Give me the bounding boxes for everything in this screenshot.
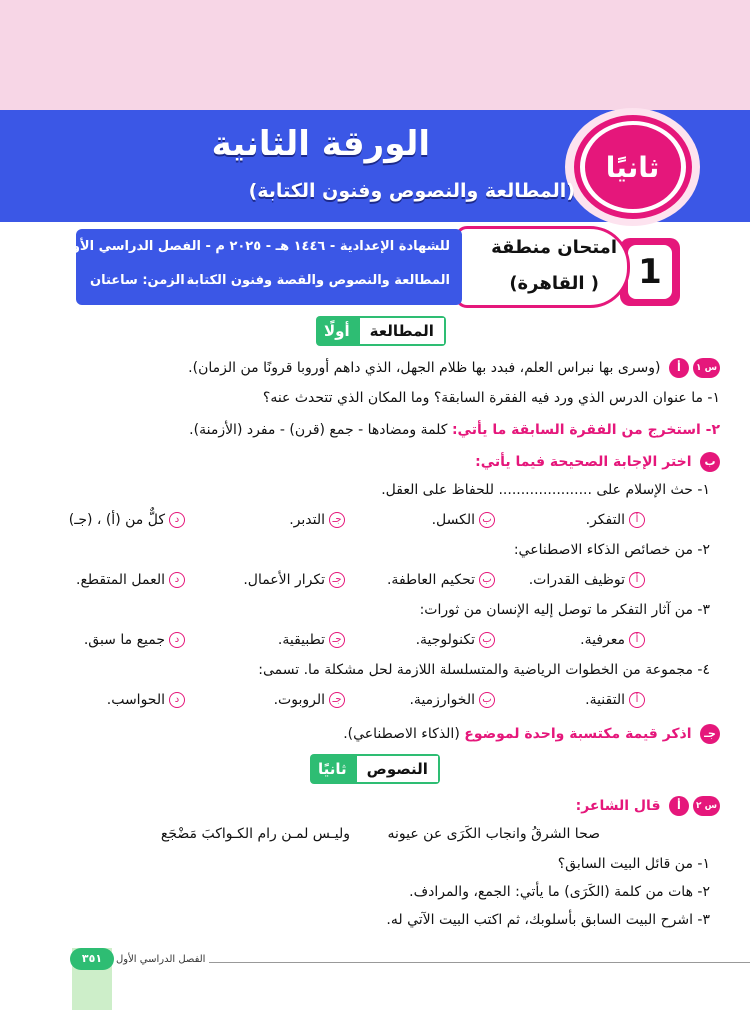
question-tag: س ١ — [693, 358, 720, 378]
section-number: أولًا — [316, 316, 358, 346]
page-number: ٣٥١ — [70, 948, 114, 970]
option-a: أتوظيف القدرات. — [529, 572, 645, 588]
section-heading-texts — [310, 754, 440, 784]
option-b: بتكنولوجية. — [416, 632, 495, 648]
mc4-stem: ٤- مجموعة من الخطوات الرياضية والمتسلسلة اللازمة لحل مشكلة ما. تسمى: — [258, 662, 710, 678]
mc1-options — [25, 512, 645, 538]
q2-sub3: ٣- اشرح البيت السابق بأسلوبك، ثم اكتب البيت الآتي له. — [386, 912, 710, 928]
section-name: النصوص — [355, 754, 440, 784]
mc4-options — [25, 692, 645, 718]
q1-sub2 — [189, 422, 720, 438]
top-band — [0, 0, 750, 110]
question-tag: س ٢ — [693, 796, 720, 816]
part-marker: جـ — [700, 724, 720, 744]
q1-b-heading — [475, 452, 720, 472]
q1-passage-line — [188, 358, 720, 378]
verse-second-half: وليـس لمـن رام الكـواكبَ مَضْجَع — [160, 826, 350, 842]
option-c: جـالروبوت. — [274, 692, 345, 708]
exam-area-name: ( القاهرة) — [509, 273, 599, 294]
option-a: أالتقنية. — [585, 692, 645, 708]
q1-sub1: ١- ما عنوان الدرس الذي ورد فيه الفقرة السابقة؟ وما المكان الذي تتحدث عنه؟ — [262, 390, 720, 406]
exam-info-box — [60, 229, 462, 305]
q1-sub2-rest: كلمة ومضادها - جمع (قرن) - مفرد (الأزمنة). — [189, 422, 452, 438]
mc2-options — [25, 572, 645, 598]
exam-area-title: امتحان منطقة — [491, 237, 617, 258]
section-number: ثانيًا — [310, 754, 355, 784]
exam-info-line2: المطالعة والنصوص والقصة وفنون الكتابة — [186, 273, 450, 288]
exam-info-line1: للشهادة الإعدادية - ١٤٤٦ هـ - ٢٠٢٥ م - الفصل الدراسي الأول — [60, 239, 450, 254]
part-marker: ب — [700, 452, 720, 472]
q1-c-text: اذكر قيمة مكتسبة واحدة لموضوع — [464, 726, 692, 742]
section-name: المطالعة — [358, 316, 446, 346]
exam-number: 1 — [628, 245, 672, 299]
option-c: جـالتدبر. — [289, 512, 345, 528]
footer-rule — [195, 962, 750, 963]
option-d: دالعمل المتقطع. — [76, 572, 185, 588]
mc3-stem: ٣- من آثار التفكر ما توصل إليه الإنسان من ثورات: — [419, 602, 710, 618]
exam-area-box — [455, 226, 630, 308]
q1-b-text: اختر الإجابة الصحيحة فيما يأتي: — [475, 454, 692, 470]
q2-head: قال الشاعر: — [575, 798, 661, 814]
option-c: جـتطبيقية. — [278, 632, 345, 648]
option-d: دجميع ما سبق. — [84, 632, 185, 648]
option-d: دكلٌّ من (أ) ، (جـ) — [69, 512, 185, 528]
option-b: بالكسل. — [432, 512, 495, 528]
option-c: جـتكرار الأعمال. — [243, 572, 345, 588]
q2-sub2: ٢- هات من كلمة (الكَرَى) ما يأتي: الجمع، والمرادف. — [409, 884, 710, 900]
exam-time: الزمن: ساعتان — [90, 273, 185, 288]
option-a: أمعرفية. — [580, 632, 645, 648]
option-b: بتحكيم العاطفة. — [387, 572, 495, 588]
section-badge — [565, 108, 700, 226]
page-subtitle: (المطالعة والنصوص وفنون الكتابة) — [248, 180, 575, 202]
q2-sub1: ١- من قائل البيت السابق؟ — [557, 856, 710, 872]
option-b: بالخوارزمية. — [409, 692, 495, 708]
mc3-options — [25, 632, 645, 658]
badge-label: ثانيًا — [585, 125, 681, 209]
option-a: أالتفكر. — [586, 512, 645, 528]
footer-label: الفصل الدراسي الأول — [112, 954, 209, 965]
mc1-stem: ١- حث الإسلام على ..................... للحفاظ على العقل. — [381, 482, 710, 498]
section-heading-reading — [316, 316, 446, 346]
part-marker: أ — [669, 358, 689, 378]
q1-sub2-prefix: ٢- استخرج من الفقرة السابقة ما يأتي: — [451, 422, 720, 438]
option-d: دالحواسب. — [107, 692, 185, 708]
mc2-stem: ٢- من خصائص الذكاء الاصطناعي: — [513, 542, 710, 558]
q1-passage: (وسرى بها نبراس العلم، فبدد بها ظلام الجهل، الذي داهم أوروبا قرونًا من الزمان). — [188, 360, 661, 376]
part-marker: أ — [669, 796, 689, 816]
verse-first-half: صحا الشرقُ وانجاب الكَرَى عن عيونه — [387, 826, 600, 842]
q1-c — [343, 724, 720, 744]
page-title: الورقة الثانية — [211, 124, 430, 164]
q2-heading — [576, 796, 720, 816]
q1-c-rest: (الذكاء الاصطناعي). — [343, 726, 465, 742]
